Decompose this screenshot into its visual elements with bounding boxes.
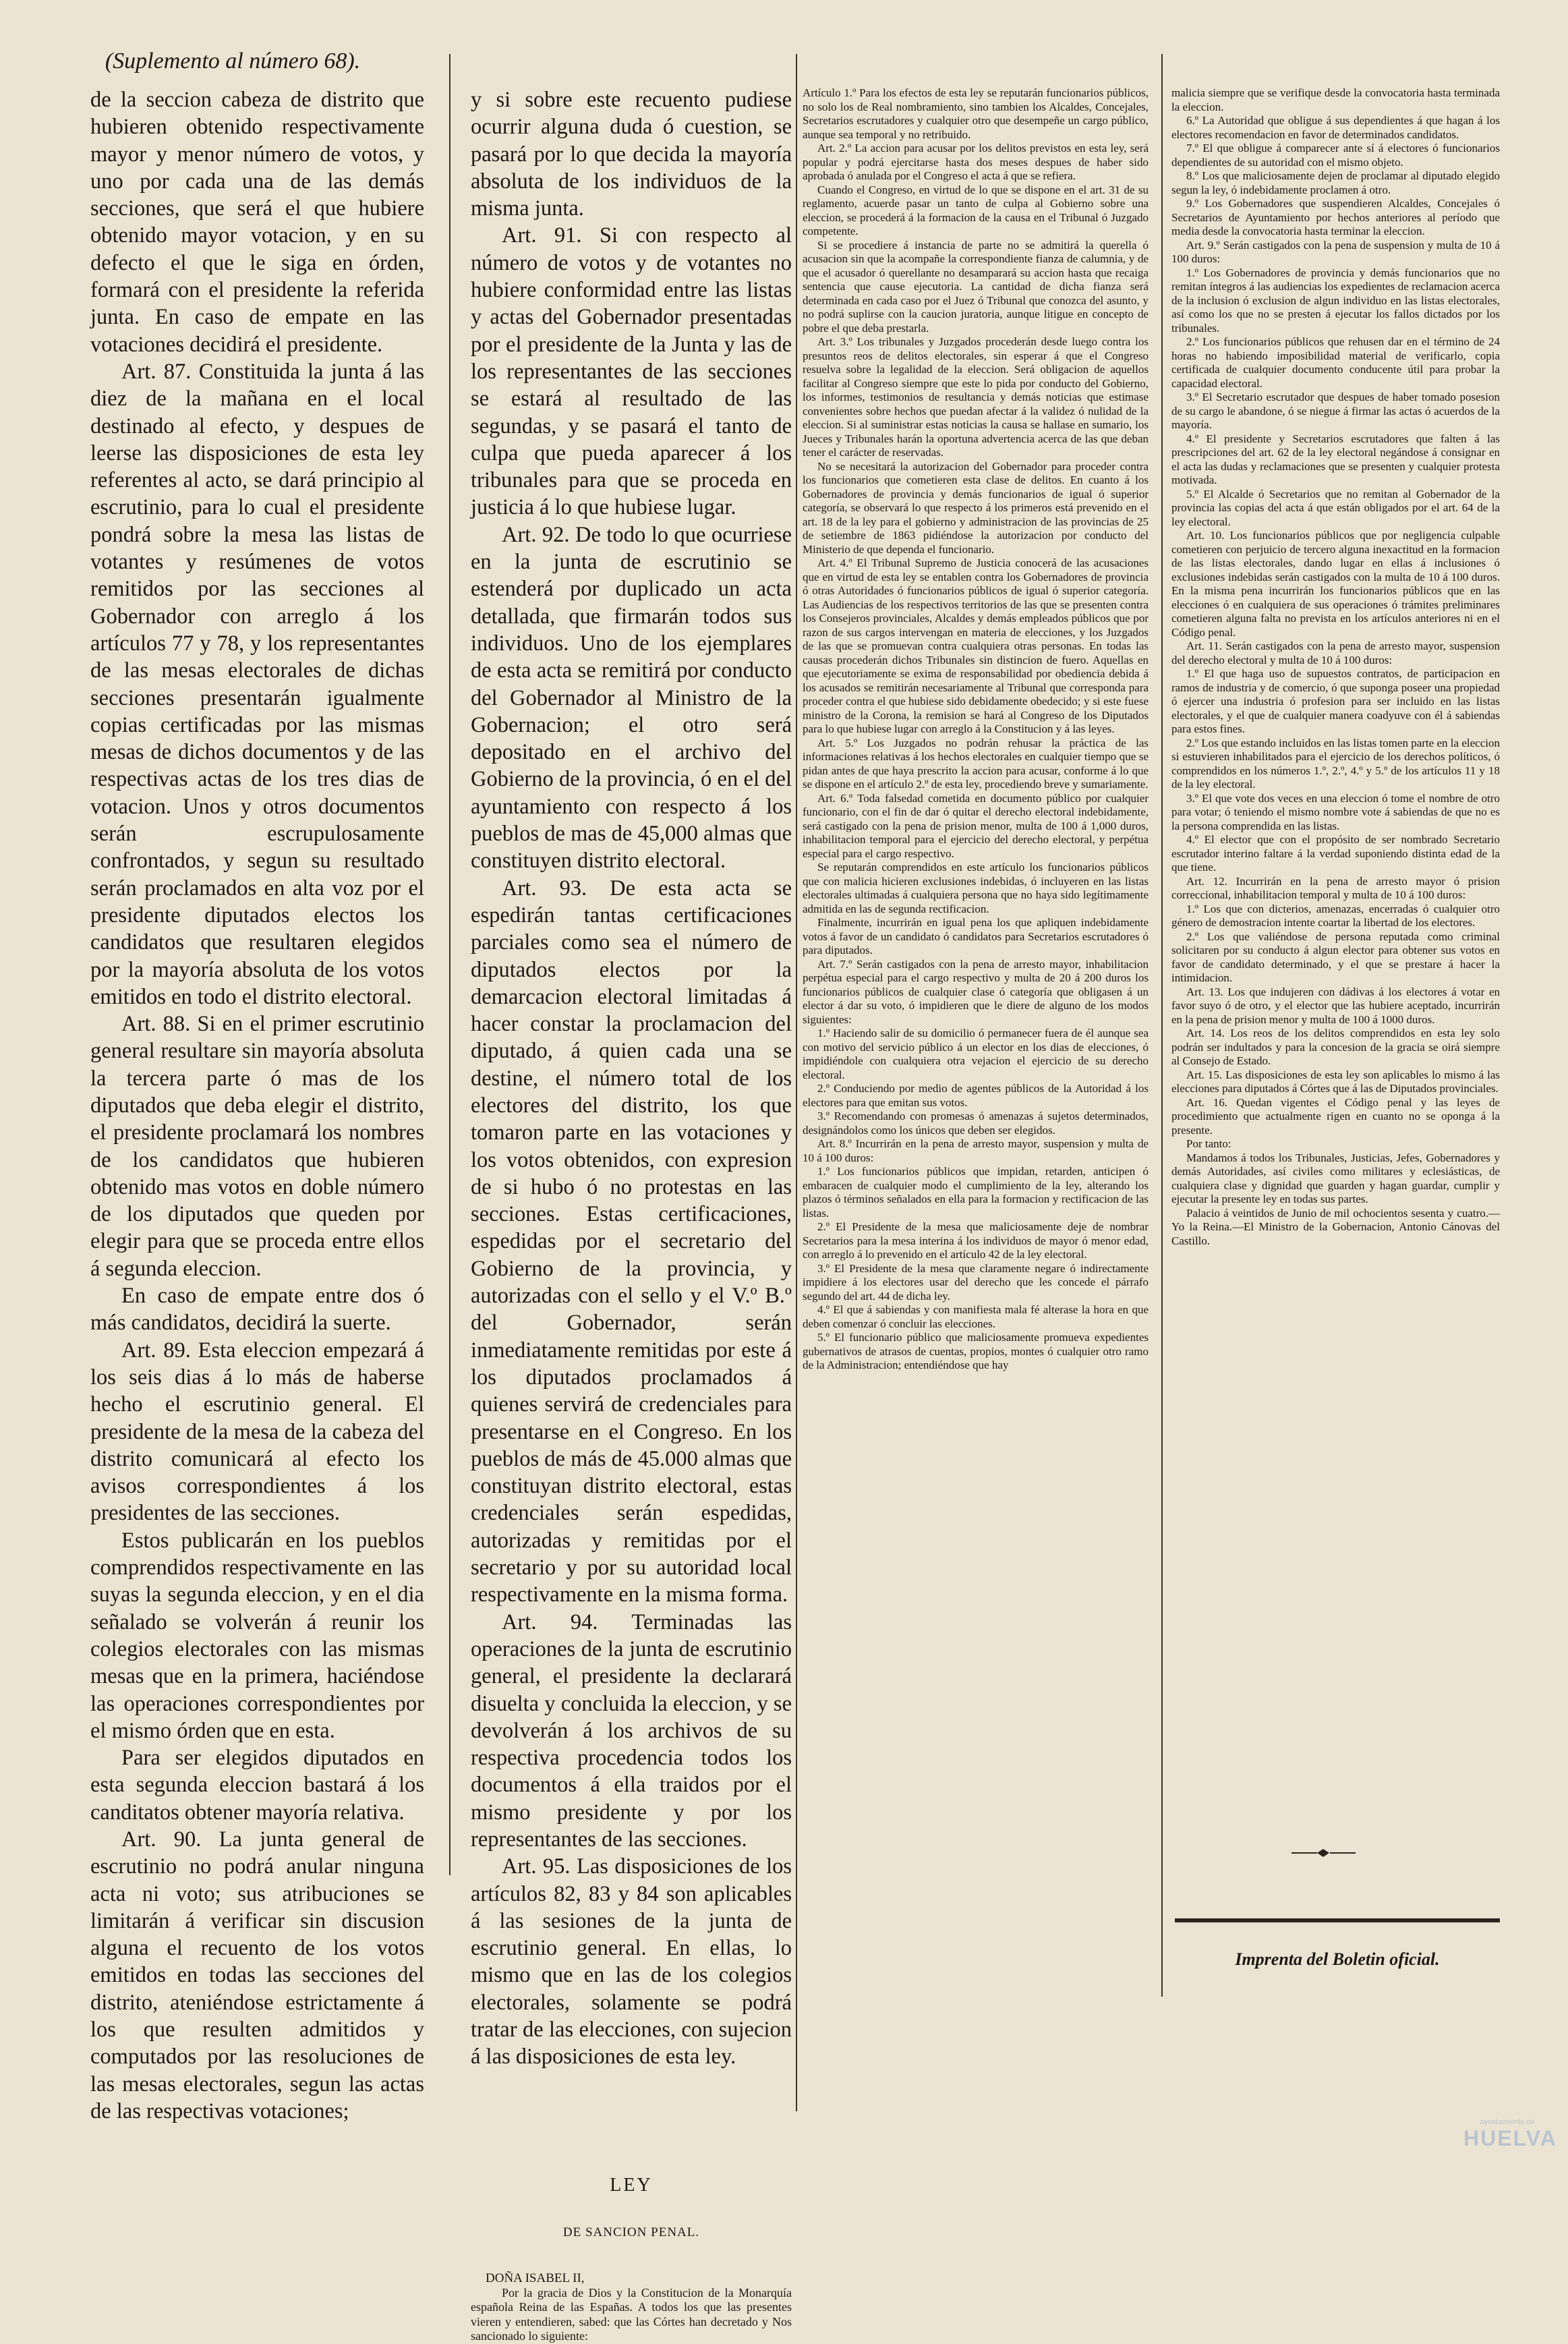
column-2-body xyxy=(471,86,792,2071)
paragraph: Art. 6.º Toda falsedad cometida en documento público por cualquier funcionario, con el fin de dar ó quitar el derecho electoral indebidamente, será castigado con la pena de prision menor, multa de 100 á 1,000 duros, inhabilitacion temporal para el ejercicio del derecho electoral, y perpétua especial para el cargo respectivo. xyxy=(803,791,1149,860)
paragraph: 6.º La Autoridad que obligue á sus dependientes á que hagan á los electores recomendacion en favor de determinados candidatos. xyxy=(1171,114,1500,141)
column-3 xyxy=(803,86,1149,2137)
column-rule xyxy=(1161,54,1163,1997)
paragraph: Si se procediere á instancia de parte no se admitirá la querella ó acusacion sin que la acompañe la correspondiente fianza de calumnia, y de que el acusador ó querellante no desamparará su accion hasta que recaiga sentencia que cause ejecutoria. La cantidad de dicha fianza será determinada en cada caso por el Juez ó Tribunal que conozca del asunto, y no podrá suplirse con la caucion juratoria, aunque litigue en concepto de pobre el que deba prestarla. xyxy=(803,238,1149,335)
paragraph: Art. 89. Esta eleccion empezará á los seis dias á lo más de haberse hecho el escrutinio general. El presidente de la mesa de la cabeza del distrito comunicará al efecto los avisos correspondientes á los presidentes de las secciones. xyxy=(90,1338,424,1526)
paragraph: Cuando el Congreso, en virtud de lo que se dispone en el art. 31 de su reglamento, acuerde pasar un tanto de culpa al Gobierno sobre una eleccion, se procederá á la formacion de la causa en el Tribunal ó Juzgado competente. xyxy=(803,183,1149,237)
paragraph: Art. 11. Serán castigados con la pena de arresto mayor, suspension del derecho electoral y multa de 10 á 100 duros: xyxy=(1171,639,1500,666)
watermark-top: ayuntamiento de xyxy=(1480,2118,1535,2126)
page-header: (Suplemento al número 68). xyxy=(105,49,361,74)
ley-title: LEY xyxy=(610,2174,653,2196)
paragraph: 2.º El Presidente de la mesa que maliciosamente deje de nombrar Secretarios para la mesa interina á los individuos de mayor ó menor edad, con arreglo á lo prevenido en el artículo 42 de la ley electoral. xyxy=(803,1220,1149,1261)
paragraph: 9.º Los Gobernadores que suspendieren Alcaldes, Concejales ó Secretarios de Ayuntamiento por hechos anteriores al período que media desde la convocatoria hasta terminar la eleccion. xyxy=(1171,197,1500,237)
column-1 xyxy=(90,86,424,2123)
paragraph: Art. 15. Las disposiciones de esta ley son aplicables lo mismo á las elecciones para diputados á Córtes que á las de Diputados provinciales. xyxy=(1171,1068,1500,1095)
paragraph: 8.º Los que maliciosamente dejen de proclamar al diputado elegido segun la ley, ó indebidamente proclamen á otro. xyxy=(1171,169,1500,196)
archive-watermark xyxy=(1463,2118,1557,2151)
paragraph: Art. 10. Los funcionarios públicos que por negligencia culpable cometieren con perjuicio de tercero alguna inexactitud en la formacion de las listas electorales, dando lugar en ellas á inclusiones ó exclusiones indebidas serán castigados con la multa de 10 á 100 duros. En la misma pena incurrirán los funcionarios públicos que en las elecciones ó en cualquiera de sus operaciones ó trámites preliminares cometieren alguna falta no prevista en los artículos anteriores ni en el Código penal. xyxy=(1171,529,1500,639)
paragraph: Art. 8.º Incurrirán en la pena de arresto mayor, suspension y multa de 10 á 100 duros: xyxy=(803,1137,1149,1164)
paragraph: 3.º Recomendando con promesas ó amenazas á sujetos determinados, designándolos como los únicos que deben ser elegidos. xyxy=(803,1110,1149,1137)
paragraph: Art. 87. Constituida la junta á las diez de la mañana en el local destinado al efecto, y despues de leerse las disposiciones de esta ley referentes al acto, se dará principio al escrutinio, para lo cual el presidente pondrá sobre la mesa las listas de votantes y resúmenes de votos remitidos por las secciones al Gobernador con arreglo á los artículos 77 y 78, y los representantes de las mesas electorales de dichas secciones presentarán igualmente copias certificadas por las mismas mesas de dichos documentos y de las respectivas actas de los tres dias de votacion. Unos y otros documentos serán escrupulosamente confrontados, y segun su resultado serán proclamados en alta voz por el presidente diputados electos los candidatos que resultaren elegidos por la mayoría absoluta de los votos emitidos en todo el distrito electoral. xyxy=(90,359,424,1009)
paragraph: Art. 5.º Los Juzgados no podrán rehusar la práctica de las informaciones relativas á los hechos electorales en cualquier tiempo que se pidan antes de que haya prescrito la accion para acusar, conforme á lo que se dispone en el artículo 2.º de esta ley, procediendo breve y sumariamente. xyxy=(803,736,1149,791)
column-rule xyxy=(449,54,451,1875)
column-4 xyxy=(1171,86,1500,1813)
paragraph: malicia siempre que se verifique desde la convocatoria hasta terminada la eleccion. xyxy=(1171,86,1500,113)
paragraph: 5.º El Alcalde ó Secretarios que no remitan al Gobernador de la provincia las copias del acta á que están obligados por el art. 64 de la ley electoral. xyxy=(1171,487,1500,528)
paragraph: Art. 4.º El Tribunal Supremo de Justicia conocerá de las acusaciones que en virtud de esta ley se entablen contra los Gobernadores de provincia ó otras Autoridades ó funcionarios públicos de igual ó superior categoría. Las Audiencias de los respectivos territorios de las que se presenten contra los Consejeros provinciales, Alcaldes y demás empleados públicos que por razon de sus cargos intervengan en materia de elecciones, y los Juzgados de las que se promuevan contra cualquiera otras personas. En todas las causas procederán dichos Tribunales sin distincion de fuero. Aquellas en que ejecutoriamente se exima de responsabilidad por obediencia debida á los acusados se remitirán necesariamente al Tribunal que corresponda para proceder contra el que hubiese sido debidamente obedecido; y si este fuese ministro de la Corona, la remision se hará al Congreso de los Diputados para lo que hubiese lugar con arreglo á la Constitucion y á las leyes. xyxy=(803,556,1149,735)
paragraph: Estos publicarán en los pueblos comprendidos respectivamente en las suyas la segunda eleccion, y en el dia señalado se volverán á reunir los colegios electorales con las mismas mesas que en la primera, haciéndose las operaciones correspondientes por el mismo órden que en esta. xyxy=(90,1528,424,1743)
paragraph: En caso de empate entre dos ó más candidatos, decidirá la suerte. xyxy=(90,1284,424,1336)
paragraph: 7.º El que obligue á comparecer ante sí á electores ó funcionarios dependientes de su autoridad con el mismo objeto. xyxy=(1171,142,1500,169)
paragraph: Art. 93. De esta acta se espedirán tantas certificaciones parciales como sea el número de diputados electos por la demarcacion electoral limitadas á hacer constar la proclamacion del diputado, á quien cada una se destine, el número total de los electores del distrito, los que tomaron parte en las votaciones y los votos obtenidos, con expresion de si hubo ó no protestas en las secciones. Estas certificaciones, espedidas por el secretario del Gobierno de la provincia, y autorizadas con el sello y el V.º B.º del Gobernador, serán inmediatamente remitidas por este á los diputados proclamados á quienes servirá de credenciales para presentarse en el Congreso. En los pueblos de más de 45.000 almas que constituyan distrito electoral, estas credenciales serán espedidas, autorizadas y remitidas por el secretario y por su autoridad local respectivamente en la misma forma. xyxy=(471,876,792,1607)
paragraph: Artículo 1.º Para los efectos de esta ley se reputarán funcionarios públicos, no solo los de Real nombramiento, sino tambien los Alcaldes, Concejales, Secretarios escrutadores y cualquier otro que desempeñe un cargo público, aunque sea temporal y no retribuido. xyxy=(803,86,1149,141)
paragraph: Art. 92. De todo lo que ocurriese en la junta de escrutinio se estenderá por duplicado un acta detallada, que firmarán todos sus individuos. Uno de los ejemplares de esta acta se remitirá por conducto del Gobernador al Ministro de la Gobernacion; el otro será depositado en el archivo del Gobierno de la provincia, ó en el del ayuntamiento con respecto á los pueblos de mas de 45,000 almas que constituyen distrito electoral. xyxy=(471,522,792,874)
paragraph: Se reputarán comprendidos en este artículo los funcionarios públicos que con malicia hicieren exclusiones indebidas, ó incluyeren en las listas electorales ultimadas á cualquiera persona que no haya sido legítimamente admitida en las de segunda rectificacion. xyxy=(803,861,1149,915)
paragraph: Art. 91. Si con respecto al número de votos y de votantes no hubiere conformidad entre las listas y actas del Gobernador presentadas por el presidente de la Junta y las de los representantes de las secciones se estará al resultado de las segundas, y se pasará el tanto de culpa que pueda aparecer á los tribunales para que se proceda en justicia á lo que hubiese lugar. xyxy=(471,223,792,520)
paragraph: Art. 9.º Serán castigados con la pena de suspension y multa de 10 á 100 duros: xyxy=(1171,238,1500,265)
paragraph: y si sobre este recuento pudiese ocurrir alguna duda ó cuestion, se pasará por lo que decida la mayoría absoluta de los individuos de la misma junta. xyxy=(471,88,792,221)
paragraph: Art. 12. Incurrirán en la pena de arresto mayor ó prision correccional, inhabilitacion temporal y multa de 10 á 100 duros: xyxy=(1171,874,1500,901)
paragraph: Para ser elegidos diputados en esta segunda eleccion bastará á los canditatos obtener mayoría relativa. xyxy=(90,1746,424,1825)
paragraph: Mandamos á todos los Tribunales, Justicias, Jefes, Gobernadores y demás Autoridades, así civiles como militares y eclesiásticas, de cualquiera clase y dignidad que guarden y hagan guardar, cumplir y ejecutar la presente ley en todas sus partes. xyxy=(1171,1151,1500,1205)
column-2 xyxy=(471,86,792,2343)
paragraph: de la seccion cabeza de distrito que hubieren obtenido respectivamente mayor y menor número de votos, y uno por cada una de las demás secciones, que será el que hubiere obtenido mayor votacion, y en su defecto el que le siga en órden, formará con el presidente la referida junta. En caso de empate en las votaciones decidirá el presidente. xyxy=(90,88,424,357)
paragraph: 2.º Los que estando incluidos en las listas tomen parte en la eleccion si estuvieren inhabilitados para el ejercicio de los derechos políticos, ó comprendidos en los números 1.º, 2.º, 4.º y 5.º de los artículos 11 y 18 de la ley electoral. xyxy=(1171,736,1500,791)
paragraph: 4.º El presidente y Secretarios escrutadores que falten á las prescripciones del art. 62 de la ley electoral negándose á consignar en el acta las dudas y reclamaciones que se presenten y cualquier protesta motivada. xyxy=(1171,432,1500,486)
column-rule xyxy=(796,54,797,2111)
paragraph: Art. 88. Si en el primer escrutinio general resultare sin mayoría absoluta la tercera parte ó mas de los diputados que deba elegir el distrito, el presidente proclamará los nombres de los candidatos que hubieren obtenido mas votos en doble número de los diputados que queden por elegir para que se proceda entre ellos á segunda eleccion. xyxy=(90,1012,424,1281)
paragraph: 1.º Haciendo salir de su domicilio ó permanecer fuera de él aunque sea con motivo del servicio público á un elector en los dias de elecciones, ó impidiéndole con cualquiera otra vejacion el ejercicio de su derecho electoral. xyxy=(803,1027,1149,1081)
paragraph: 5.º El funcionario público que maliciosamente promueva expedientes gubernativos de atrasos de cuentas, propios, montes ó cualquier otro ramo de la Administracion; entendiéndose que hay xyxy=(803,1331,1149,1371)
footer-rule xyxy=(1175,1918,1500,1922)
paragraph: Por tanto: xyxy=(1186,1137,1231,1150)
paragraph: 4.º El que á sabiendas y con manifiesta mala fé alterase la hora en que deben comenzar ó concluir las elecciones. xyxy=(803,1303,1149,1330)
paragraph: 4.º El elector que con el propósito de ser nombrado Secretario escrutador interino faltare á la verdad suponiendo distinta edad de la que tiene. xyxy=(1171,833,1500,874)
paragraph: 3.º El Presidente de la mesa que claramente negare ó indirectamente impidiere á los electores usar del derecho que les concede el párrafo segundo del art. 44 de dicha ley. xyxy=(803,1261,1149,1303)
paragraph: 1.º Los Gobernadores de provincia y demás funcionarios que no remitan íntegros á las audiencias los expedientes de reclamacion acerca de la inclusion ó exclusion de algun individuo en las listas electorales, así como los que no se presten á ejecutar los fallos dictados por los tribunales. xyxy=(1171,266,1500,335)
paragraph: 2.º Los funcionarios públicos que rehusen dar en el término de 24 horas no habiendo imposibilidad material de verificarlo, copia certificada de cualquier documento conducente útil para probar la capacidad electoral. xyxy=(1171,335,1500,390)
paragraph: 1.º Los que con dicterios, amenazas, encerradas ó cualquier otro género de demostracion intente coartar la libertad de los electores. xyxy=(1171,902,1500,929)
queen-text: Por la gracia de Dios y la Constitucion de la Monarquía española Reina de las Españas. A todos los que las presentes vieren y entendieren, sabed: que las Córtes han decretado y Nos sancionado lo siguiente: xyxy=(471,2285,792,2343)
paragraph: Art. 14. Los reos de los delitos comprendidos en esta ley solo podrán ser indultados y para la concesion de la gracia se oirá siempre al Consejo de Estado. xyxy=(1171,1027,1500,1067)
imprenta-footer: Imprenta del Boletin oficial. xyxy=(1235,1949,1440,1969)
paragraph: Art. 13. Los que indujeren con dádivas á los electores á votar en favor suyo ó de otro, y el elector que las hubiere aceptado, incurrirán en la pena de prision menor y multa de 100 á 1000 duros. xyxy=(1171,985,1500,1026)
paragraph: 2.º Los que valiéndose de persona reputada como criminal solicitaren por su conducto á algun elector para obtener sus votos en favor de candidato determinado, y el que se prestare á hacer la intimidacion. xyxy=(1171,930,1500,984)
paragraph: Art. 94. Terminadas las operaciones de la junta de escrutinio general, el presidente la declarará disuelta y concluida la eleccion, y se devolverán á los archivos de su respectiva procedencia todos los documentos á ella traidos por el mismo presidente y por los representantes de las secciones. xyxy=(471,1609,792,1852)
paragraph: 3.º El que vote dos veces en una eleccion ó tome el nombre de otro para votar; ó teniendo el mismo nombre vote á sabiendas de que no es la persona comprendida en las listas. xyxy=(1171,791,1500,832)
paragraph: 2.º Conduciendo por medio de agentes públicos de la Autoridad á los electores para que emitan sus votos. xyxy=(803,1082,1149,1109)
paragraph: Art. 7.º Serán castigados con la pena de arresto mayor, inhabilitacion perpétua especial para el cargo respectivo y multa de 20 á 200 duros los funcionarios públicos de cualquier clase ó categoría que obligasen á un elector á dar su voto, ó impidieren que le diere de alguno de los modos siguientes: xyxy=(803,957,1149,1026)
ornament-divider xyxy=(1291,1848,1356,1858)
queen-name: DOÑA ISABEL II, xyxy=(486,2271,585,2286)
paragraph: Palacio á veintidos de Junio de mil ochocientos sesenta y cuatro.—Yo la Reina.—El Ministro de la Gobernacion, Antonio Cánovas del Castillo. xyxy=(1171,1206,1500,1247)
paragraph: Art. 95. Las disposiciones de los artículos 82, 83 y 84 son aplicables á las sesiones de la junta de escrutinio general. En ellas, lo mismo que en las de los colegios electorales, solamente se podrá tratar de las elecciones, con sujecion á las disposiciones de esta ley. xyxy=(471,1854,792,2069)
watermark-main: HUELVA xyxy=(1463,2126,1557,2150)
paragraph: No se necesitará la autorizacion del Gobernador para proceder contra los funcionarios que cometieren esta clase de delitos. En cuanto á los Gobernadores de provincia y demás funcionarios de igual ó superior categoría, se observará lo que respecto á los primeros está prevenido en el art. 18 de la ley para el gobierno y administracion de las provincias de 25 de setiembre de 1863 pidiéndose la autorizacion por conducto del Ministerio de que dependa el funcionario. xyxy=(803,459,1149,556)
paragraph: Art. 2.º La accion para acusar por los delitos previstos en esta ley, será popular y podrá ejercitarse hasta dos meses despues de haber sido aprobada ó anulada por el Congreso el acta á que se refiera. xyxy=(803,142,1149,182)
paragraph: Art. 90. La junta general de escrutinio no podrá anular ninguna acta ni voto; sus atribuciones se limitarán á verificar sin discusion alguna el recuento de los votos emitidos en todas las secciones del distrito, ateniéndose estrictamente á los que resulten admitidos y computados por las resoluciones de las mesas electorales, segun las actas de las respectivas votaciones; xyxy=(90,1827,424,2123)
paragraph: Art. 16. Quedan vigentes el Código penal y las leyes de procedimiento que actualmente rigen en cuanto no se oponga á la presente. xyxy=(1171,1095,1500,1137)
paragraph: 3.º El Secretario escrutador que despues de haber tomado posesion de su cargo le abandone, ó se niegue á firmar las actas ó acuerdos de la mayoría. xyxy=(1171,391,1500,431)
paragraph: Finalmente, incurrirán en igual pena los que apliquen indebidamente votos á favor de un candidato ó candidatos para Secretarios escrutadores ó para diputados. xyxy=(803,916,1149,956)
ley-subtitle: DE SANCION PENAL. xyxy=(562,2225,700,2239)
paragraph: Art. 3.º Los tribunales y Juzgados procederán desde luego contra los presuntos reos de delitos electorales, sin esperar á que el Congreso resuelva sobre la legalidad de la eleccion. Será obligacion de aquellos facilitar al Congreso siempre que este lo pida por conducto del Gobierno, los informes, testimonios de resultancia y demás noticias que estimase convenientes sobre hechos que puedan afectar á la validez ó nulidad de la eleccion. Si al suministrar estas noticias la causa se hallase en sumario, los Jueces y Tribunales harán la oportuna advertencia acerca de las que deban tener el carácter de reservadas. xyxy=(803,335,1149,459)
paragraph: 1.º Los funcionarios públicos que impidan, retarden, anticipen ó embaracen de cualquier modo el cumplimiento de la ley, alterando los plazos ó términos señalados en ella para la formacion y rectificacion de las listas. xyxy=(803,1165,1149,1220)
paragraph: 1.º El que haga uso de supuestos contratos, de participacion en ramos de industria y de comercio, ó que suponga poseer una propiedad ó ejercer una industria ó profesion para ser incluido en las listas electorales, y el que de cualquier manera coadyuve con él á sabiendas para estos fines. xyxy=(1171,667,1500,735)
